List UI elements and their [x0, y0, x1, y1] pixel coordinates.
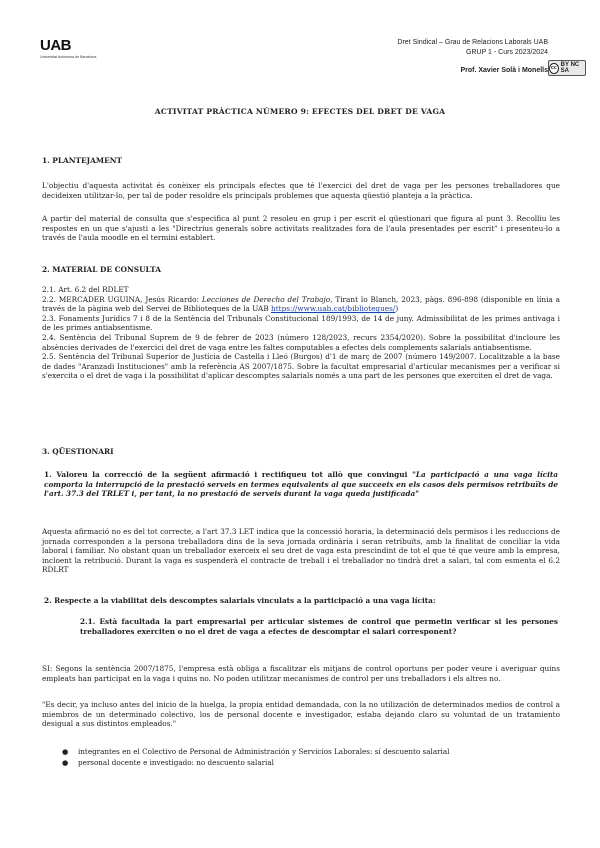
question-number: 1. — [44, 470, 52, 479]
bullet-item — [62, 747, 449, 756]
course-header — [397, 38, 548, 76]
question-lead: Valoreu la correcció de la següent afirmació i rectifiqueu tot allò que convingui " — [56, 470, 416, 479]
logo-mark: UAB — [40, 37, 71, 54]
cc-license-badge — [548, 60, 586, 76]
question-2 — [44, 596, 562, 606]
reference-item: 2.5. Sentència del Tribunal Superior de Justícia de Castella i Lleó (Burgos) d'1 de març de 2007 (número 149/2007. Localitzable a la base de dades "Aranzadi Instituciones" amb la referència AS 2007/1875. Sobre la facultat empresarial d'articular mecanismes per a verificar si s'exercita o el dret de vaga i la possibilitat d'aplicar descomptes salarials només a una part de les persones que exerciten el dret de vaga. — [42, 352, 560, 381]
reference-item: 2.4. Sentència del Tribunal Suprem de 9 de febrer de 2023 (número 128/2023, recurs 2354/2020). Sobre la possibilitat d'incloure les absències derivades de l'exercici del dret de vaga entre les faltes computables a efectes dels complements salarials antiabsentisme. — [42, 332, 560, 352]
question-number: 2. — [44, 596, 52, 605]
question-2-1 — [80, 617, 558, 636]
reference-list — [42, 285, 560, 381]
reference-item — [42, 295, 560, 314]
cc-icon: cc — [549, 63, 559, 74]
reference-item: 2.1. Art. 6.2 del RDLET — [42, 285, 129, 294]
paragraph-objective: L'objectiu d'aquesta activitat és conèixer els principals efectes que té l'exercici del dret de vaga per les persones treballadores que decideixen utilitzar-lo, per tal de poder resoldre els principals problemes que aquesta qüestió planteja a la pràctica. — [42, 181, 560, 200]
ref-publisher: , Tirant lo Blanch, 2023, pàgs. 896-898 (disponible en línia a través de la pàgina web del Servei de Biblioteques de la UAB — [42, 294, 560, 314]
quoted-judgment: "Es decir, ya incluso antes del inicio de la huelga, la propia entidad demandada, con la no utilización de determinados medios de control a miembros de un determinado colectivo, los de personal docente e investigador, estaba dejando claro su voluntad de un tratamiento desigual a sus distintos empleados." — [42, 700, 560, 729]
question-quote-end: " — [415, 489, 420, 499]
cc-label: BY NC SA — [560, 62, 580, 74]
reference-item: 2.3. Fonaments Jurídics 7 i 8 de la Sentència del Tribunals Constitucional 189/1993, de 14 de juny. Admissibilitat de les primes antivaga i de les primes antiabsentisme. — [42, 313, 560, 333]
answer-1: Aquesta afirmació no es del tot correcte, a l'art 37.3 LET indica que la concessió horaria, la determinació dels permisos i les reduccions de jornada corresponden a la persona treballadora dins de la seva jornada ordinària i seran retribuïts, amb la finalitat de conciliar la vida laboral i familiar. No obstant quan un treballador exerceix el seu dret de vaga esta prescindint de tot el que té que veure amb la empresa, incloent la retribució. Durant la vaga es suspenderà el contracte de treball i el treballador no tindrà dret a salari, tal com esmenta el 6.2 RDLRT — [42, 527, 560, 575]
answer-2-1: SI: Segons la sentència 2007/1875, l'empresa està obliga a fiscalitzar els mitjans de control oportuns per poder veure i averiguar quins empleats han participat en la vaga i quins no. No poden utilitzar mecanismes de control per uns treballadors i els altres no. — [42, 664, 560, 683]
ref-author: 2.2. MERCADER UGUINA, Jesús Ricardo: — [42, 294, 202, 304]
ref-close: ) — [395, 304, 399, 314]
bullet-dot: ● — [62, 747, 69, 756]
question-number: 2.1. — [80, 617, 96, 626]
bullet-item — [62, 758, 274, 767]
author-line: Prof. Xavier Solà i Monells — [460, 67, 548, 74]
bullet-dot: ● — [62, 758, 69, 767]
section-heading-2: 2. MATERIAL DE CONSULTA — [42, 265, 161, 274]
activity-title: ACTIVITAT PRÀCTICA NÚMERO 9: EFECTES DEL DRET DE VAGA — [154, 107, 446, 116]
logo-subtitle: Universitat Autònoma de Barcelona — [40, 55, 97, 59]
paragraph-instructions: A partir del material de consulta que s'especifica al punt 2 resoleu en grup i per escrit el qüestionari que figura al punt 3. Recolliu les respostes en un que s'ajusti a les "Directrius generals sobre activitats realitzades fora de l'aula presentades per escrit" i presenteu-lo a través de l'aula moodle en el termini establert. — [42, 214, 560, 243]
section-heading-1: 1. PLANTEJAMENT — [42, 156, 122, 165]
library-link[interactable]: https://www.uab.cat/biblioteques/ — [271, 304, 396, 314]
group-line: GRUP 1 - Curs 2023/2024 — [466, 49, 548, 56]
uab-logo — [40, 38, 96, 59]
bullet-text: integrantes en el Colectivo de Personal de Administración y Servicios Laborales: sí descuento salarial — [78, 747, 450, 756]
question-1 — [44, 470, 558, 499]
course-line: Dret Sindical – Grau de Relacions Laborals UAB — [397, 39, 548, 46]
ref-book-title: Lecciones de Derecho del Trabajo — [201, 294, 331, 304]
bullet-text: personal docente e investigado: no descuento salarial — [78, 758, 274, 767]
question-text: Està facultada la part empresarial per articular sistemes de control que permetin verificar si les persones treballadores exerciten o no el dret de vaga a efectes de descomptar el salari corresponent? — [80, 617, 559, 636]
question-text: Respecte a la viabilitat dels descomptes salarials vinculats a la participació a una vaga lícita: — [54, 596, 436, 605]
section-heading-3: 3. QÜESTIONARI — [42, 447, 114, 456]
question-quote: La participació a una vaga lícita comporta la interrupció de la prestació serveis en termes equivalents al que succeeix en els casos dels permisos retribuïts de l'art. 37.3 del TRLET i, per tant, la no prestació de serveis durant la vaga queda justificada — [44, 470, 558, 499]
